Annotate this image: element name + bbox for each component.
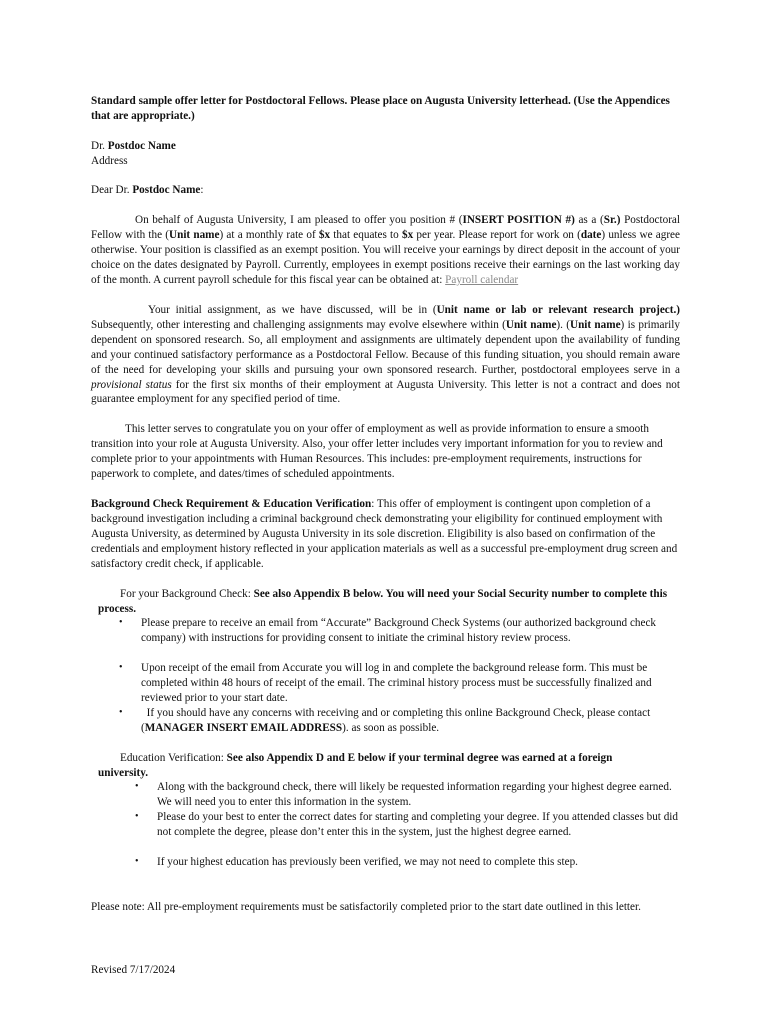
bullet-icon: •	[135, 781, 139, 792]
payroll-calendar-link[interactable]: Payroll calendar	[445, 273, 519, 286]
paragraph-congratulations: This letter serves to congratulate you on your offer of employment as well as provide information to ensure a smooth transition into your role at Augusta University. Also, your offer letter includes very important information for you to review and complete prior to your appointments with Human Resources. This includes: pre-employment requirements, instructions for paperwork to complete, and dates/times of scheduled appointments.	[91, 423, 663, 480]
education-verification-instructions: Education Verification: See also Appendix D and E below if your terminal degree was earned at a foreign university.	[98, 752, 613, 779]
bullet-icon: •	[119, 662, 123, 673]
document-header: Standard sample offer letter for Postdoctoral Fellows. Please place on Augusta University letterhead. (Use the Appendices that are appropriate.)	[91, 95, 670, 122]
recipient-address: Address	[91, 154, 128, 167]
list-item: • Please do your best to enter the correct dates for starting and completing your degree. If you attended classes but did not complete the degree, please don’t enter this in the system, just the highest degree earned.	[135, 811, 678, 838]
bullet-icon: •	[119, 617, 123, 628]
salutation: Dear Dr. Postdoc Name:	[91, 184, 204, 196]
list-item: • Along with the background check, there will likely be requested information regarding your highest degree earned. We will need you to enter this information in the system.	[135, 781, 672, 808]
bullet-icon: •	[135, 856, 139, 867]
revision-date: Revised 7/17/2024	[91, 964, 176, 976]
paragraph-position-offer: On behalf of Augusta University, I am pleased to offer you position # (INSERT POSITION #) as a (Sr.) Postdoctoral Fellow with the (Unit name) at a monthly rate of $x that equates to $x per year. Please report for work on (date) unless we agree otherwise. Your position is classified as an exempt position. You will receive your earnings by direct deposit in the account of your choice on the dates designated by Payroll. Currently, employees in exempt positions receive their earnings on the last working day of the month. A current payroll schedule for this fiscal year can be obtained at: Payroll calendar	[91, 214, 681, 286]
list-item: • If you should have any concerns with receiving and or completing this online Background Check, please contact (MANAGER INSERT EMAIL ADDRESS). as soon as possible.	[119, 707, 653, 734]
background-check-title: Background Check Requirement & Education Verification	[91, 498, 372, 510]
list-item: • Please prepare to receive an email from “Accurate” Background Check Systems (our authorized background check company) with instructions for providing consent to initiate the criminal history review process.	[119, 617, 657, 644]
recipient-block: Dr. Postdoc Name Address	[91, 140, 176, 167]
recipient-name: Postdoc Name	[107, 140, 176, 152]
bullet-icon: •	[135, 811, 139, 822]
background-check-section: Background Check Requirement & Education Verification: This offer of employment is contingent upon completion of a background investigation including a criminal background check demonstrating your eligibility for continued employment with Augusta University, as determined by Augusta University in its sole discretion. Eligibility is also based on confirmation of the credentials and employment history reflected in your application materials as well as a successful pre-employment drug screen and satisfactory credit check, if applicable.	[91, 498, 678, 570]
list-item: • Upon receipt of the email from Accurate you will log in and complete the background release form. This must be completed within 48 hours of receipt of the email. The criminal history process must be successfully finalized and reviewed prior to your start date.	[119, 662, 652, 704]
background-check-instructions: For your Background Check: See also Appendix B below. You will need your Social Security number to complete this process.	[98, 588, 668, 615]
pre-employment-note: Please note: All pre-employment requirements must be satisfactorily completed prior to the start date outlined in this letter.	[91, 901, 641, 913]
bullet-icon: •	[119, 707, 123, 718]
list-item: • If your highest education has previously been verified, we may not need to complete this step.	[135, 856, 578, 868]
paragraph-assignment: Your initial assignment, as we have discussed, will be in (Unit name or lab or relevant research project.) Subsequently, other interesting and challenging assignments may evolve elsewhere within (Unit name). (Unit name) is primarily dependent on sponsored research. So, all employment and assignments are ultimately dependent upon the availability of funding and your continued satisfactory performance as a Postdoctoral Fellow. Because of this funding situation, you should remain aware of the need for developing your skills and pursuing your own sponsored research. Further, postdoctoral employees serve in a provisional status for the first six months of their employment at Augusta University. This letter is not a contract and does not guarantee employment for any specified period of time.	[91, 304, 680, 406]
